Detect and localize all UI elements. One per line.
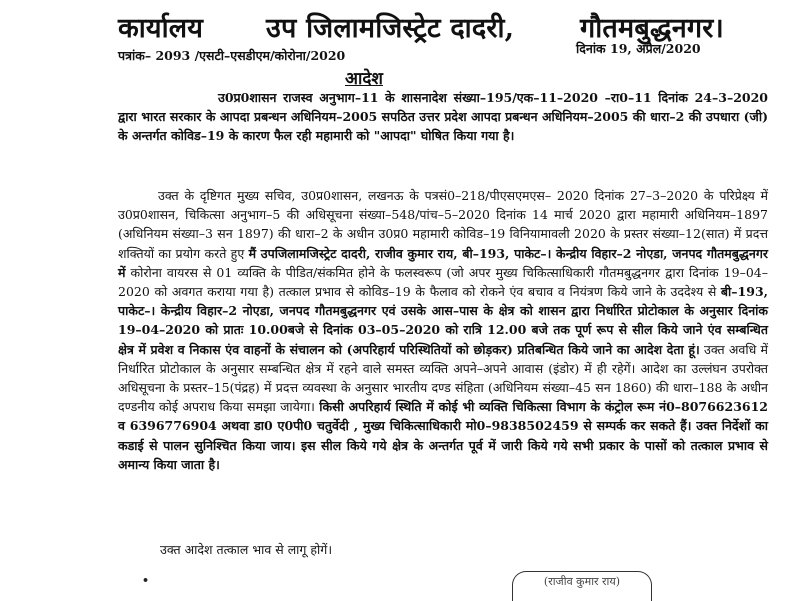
signature-stamp: (राजीव कुमार राय) xyxy=(512,571,652,601)
order-date: दिनांक 19, अप्रैल/2020 xyxy=(576,41,701,56)
para2-text-3: उक्त अवधि में निर्धारित प्रोटोकाल के अनुसार सम्बन्धित क्षेत्र में रहने वाले समस्त व्यक्ति अपने–अपने आवास (इंडोर) में ही रहेगें। आदेश का उल्लंघन उपरोक्त अधिसूचना के प्रस्तर–15(पंद्रह) में प्रदत्त व्यवस्था के अनुसार भारतीय दण्ड संहिता (अधिनियम संख्या–45 सन 1860) की धारा–188 के अधीन दण्डनीय कोई अपराध किया समझा जायेगा। xyxy=(118,341,768,415)
paragraph-2 xyxy=(118,186,768,474)
officer-title: उप जिलामजिस्ट्रेट दादरी, xyxy=(266,13,515,44)
para2-bold-3: किसी अपरिहार्य स्थिति में कोई भी व्यक्ति चिकित्सा विभाग के कंट्रोल रूम नं0–8076623612 व 6396776904 अथवा डा0 ए0पी0 चतुर्वेदी , मुख्य चिकित्साधिकारी मो0–9838502459 से सम्पर्क कर सकते हैं। उक्त निर्देशों का कडाई से पालन सुनिश्चित किया जाय। इस सील किये गये क्षेत्र के अन्तर्गत पूर्व में जारी किये गये सभी प्रकार के पासों को तत्काल प्रभाव से अमान्य किया जाता है। xyxy=(118,399,768,472)
para2-text-1: उक्त के दृष्टिगत मुख्य सचिव, उ0प्र0शासन, लखनऊ के पत्रसं0–218/पीएसएमएस– 2020 दिनांक 27–3–2020 के परिप्रेक्ष्य में उ0प्र0शासन, चिकित्सा अनुभाग–5 की अधिसूचना संख्या–548/पांच–5–2020 दिनांक 14 मार्च 2020 द्वारा महामारी अधिनियम–1897 (अधिनियम संख्या–3 सन 1897) की धारा–2 के अधीन उ0प्र0 महामारी कोविड–19 विनियामावली 2020 के प्रस्तर संख्या–12(सात) में प्रदत्त शक्तियों का प्रयोग करते हुए xyxy=(118,188,768,261)
office-label: कार्यालय xyxy=(118,13,204,44)
para2-text-2: कोरोना वायरस से 01 व्यक्ति के पीडित/संकमित होने के फलस्वरूप (जो अपर मुख्य चिकित्साधिकारी गौतमबुद्धनगर द्वारा दिनांक 19–04–2020 को अवगत कराया गया है) तत्काल प्रभाव से कोविड–19 के फैलाव को रोकने एंव बचाव व नियंत्रण किये जाने के उददेश्य से xyxy=(118,264,768,300)
paragraph-1: उ0प्र0शासन राजस्व अनुभाग–11 के शासनादेश संख्या–195/एक–11–2020 –रा0–11 दिनांक 24–3–2020 द्वारा भारत सरकार के आपदा प्रबन्धन अधिनियम–2005 सपठित उत्तर प्रदेश आपदा प्रबन्धन अधिनियम–2005 की धारा–2 की उपधारा (जी) के अन्तर्गत कोविड–19 के कारण फैल रही महामारी को "आपदा" घोषित किया गया है। xyxy=(118,90,768,144)
para2-bold-1: मैं उपजिलामजिस्ट्रेट दादरी, राजीव कुमार राय, बी–193, पाकेट–। केन्द्रीय विहार–2 नोएडा, जनपद गौतमबुद्धनगर में xyxy=(118,245,768,280)
margin-mark: • xyxy=(142,574,150,587)
para2-bold-2: बी–193, पाकेट–। केन्द्रीय विहार–2 नोएडा, जनपद गौतमबुद्धनगर एवं उसके आस–पास के क्षेत्र को शासन द्वारा निर्धारित प्रोटोकाल के अनुसार दिनांक 19–04–2020 को प्रातः 10.00बजे से दिनांक 03–05–2020 को रात्रि 12.00 बजे तक पूर्ण रूप से सील किये जाने एंव सम्बन्धित क्षेत्र में प्रवेश व निकास एंव वाहनों के संचालन को (अपरिहार्य परिस्थितियों को छोड़कर) प्रतिबन्धित किये जाने का आदेश देता हूं। xyxy=(118,284,768,357)
district-name: गौतमबुद्धनगर। xyxy=(580,13,724,44)
closing-line: उक्त आदेश तत्काल भाव से लागू होगें। xyxy=(160,542,333,557)
order-heading: आदेश xyxy=(345,69,383,89)
reference-number: पत्रांक– 2093 /एसटी–एसडीएम/कोरोना/2020 xyxy=(118,48,346,63)
